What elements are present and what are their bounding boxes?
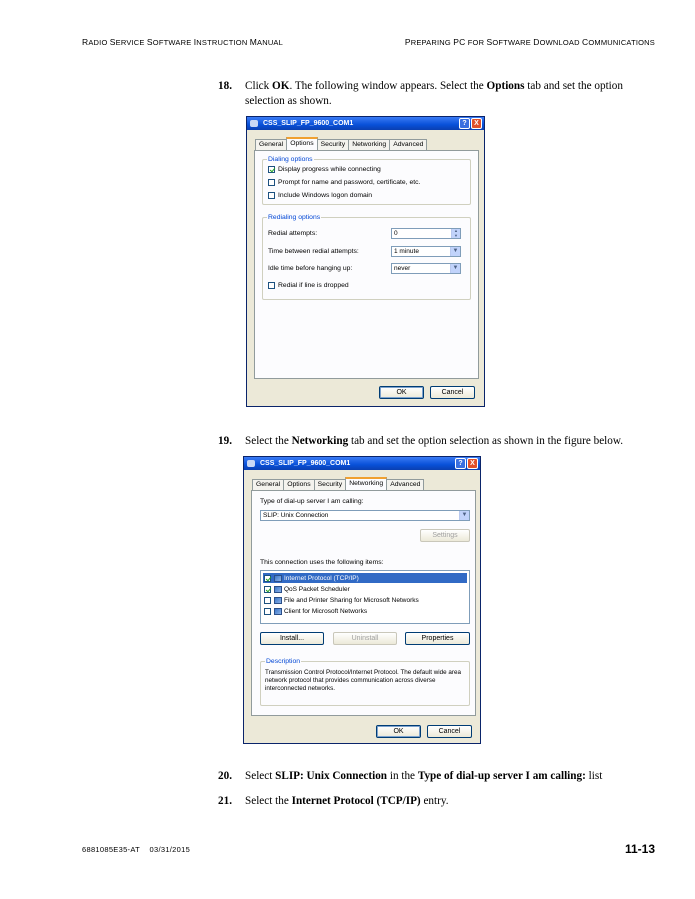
tab-security[interactable]: Security bbox=[314, 479, 347, 490]
page-number: 11-13 bbox=[624, 842, 655, 856]
redialing-options-group bbox=[262, 214, 471, 300]
close-button[interactable]: X bbox=[467, 458, 478, 469]
header-smallcaps: NSTRUCTION bbox=[196, 38, 250, 47]
settings-button[interactable]: Settings bbox=[420, 529, 470, 542]
checkbox-box[interactable] bbox=[264, 608, 271, 615]
chevron-down-icon[interactable]: ▼ bbox=[450, 264, 460, 273]
tab-security[interactable]: Security bbox=[317, 139, 350, 150]
document-number: 6881085E35-AT bbox=[82, 845, 140, 854]
display-progress-checkbox[interactable]: Display progress while connecting bbox=[268, 166, 381, 173]
document-date: 03/31/2015 bbox=[149, 845, 191, 854]
idle-time-label: Idle time before hanging up: bbox=[268, 265, 353, 272]
connection-icon bbox=[250, 120, 258, 127]
group-label: Dialing options bbox=[268, 156, 313, 163]
dialog-title: CSS_SLIP_FP_9600_COM1 bbox=[263, 120, 354, 127]
ok-button[interactable]: OK bbox=[376, 725, 421, 738]
running-header-right bbox=[405, 37, 655, 47]
step-text-run: Select the bbox=[245, 435, 292, 447]
header-smallcaps: REPARING bbox=[410, 38, 454, 47]
tab-advanced[interactable]: Advanced bbox=[389, 139, 427, 150]
step-text-run: . The following window appears. Select the bbox=[289, 80, 487, 92]
header-capital: S bbox=[146, 37, 153, 47]
step-text-bold: Type of dial-up server I am calling: bbox=[417, 770, 586, 782]
redial-attempts-spinner[interactable]: 0 ▲ ▼ bbox=[391, 228, 461, 239]
help-button[interactable]: ? bbox=[455, 458, 466, 469]
checkbox-box bbox=[268, 192, 275, 199]
list-item-client-ms-networks[interactable]: Client for Microsoft Networks bbox=[263, 606, 467, 616]
step-number: 21. bbox=[218, 795, 232, 807]
step-number: 18. bbox=[218, 80, 232, 92]
protocol-icon bbox=[274, 575, 282, 582]
networking-panel bbox=[251, 490, 476, 716]
list-item-file-printer-sharing[interactable]: File and Printer Sharing for Microsoft Networks bbox=[263, 595, 467, 605]
step-text-run: tab and set the option selection as shown in the figure below. bbox=[348, 435, 624, 447]
header-capital: S bbox=[109, 37, 116, 47]
cancel-button[interactable]: Cancel bbox=[430, 386, 475, 399]
time-between-label: Time between redial attempts: bbox=[268, 248, 359, 255]
networking-dialog bbox=[243, 456, 481, 744]
header-smallcaps: ANUAL bbox=[257, 38, 284, 47]
header-smallcaps: OFTWARE bbox=[152, 38, 194, 47]
checkbox-box bbox=[268, 166, 275, 173]
header-capital: P bbox=[404, 37, 411, 47]
running-header-left bbox=[82, 37, 283, 47]
tab-strip bbox=[252, 478, 423, 490]
header-smallcaps: OFTWARE bbox=[492, 38, 534, 47]
header-smallcaps: ADIO bbox=[88, 38, 110, 47]
description-group bbox=[260, 658, 470, 706]
uninstall-button[interactable]: Uninstall bbox=[333, 632, 397, 645]
step-21 bbox=[218, 794, 638, 809]
footer-left bbox=[82, 845, 190, 854]
tab-networking[interactable]: Networking bbox=[345, 477, 387, 490]
header-capital: S bbox=[486, 37, 493, 47]
server-type-label: Type of dial-up server I am calling: bbox=[260, 498, 364, 505]
step-number: 19. bbox=[218, 435, 232, 447]
header-capital: R bbox=[82, 37, 89, 47]
include-domain-checkbox[interactable]: Include Windows logon domain bbox=[268, 192, 372, 199]
install-button[interactable]: Install... bbox=[260, 632, 324, 645]
header-smallcaps: OWNLOAD bbox=[539, 38, 583, 47]
ok-button[interactable]: OK bbox=[379, 386, 424, 399]
redial-attempts-label: Redial attempts: bbox=[268, 230, 318, 237]
checkbox-box[interactable] bbox=[264, 586, 271, 593]
step-text-run: Select bbox=[245, 770, 276, 782]
group-label: Description bbox=[266, 658, 300, 665]
tab-advanced[interactable]: Advanced bbox=[386, 479, 424, 490]
tab-networking[interactable]: Networking bbox=[348, 139, 390, 150]
dialog-title: CSS_SLIP_FP_9600_COM1 bbox=[260, 460, 351, 467]
step-text-bold: Networking bbox=[291, 435, 349, 447]
checkbox-box bbox=[268, 282, 275, 289]
scheduler-icon bbox=[274, 586, 282, 593]
client-icon bbox=[274, 608, 282, 615]
step-text-run: Click bbox=[245, 80, 273, 92]
checkbox-box[interactable] bbox=[264, 575, 271, 582]
cancel-button[interactable]: Cancel bbox=[427, 725, 472, 738]
time-between-dropdown[interactable]: 1 minute ▼ bbox=[391, 246, 461, 257]
step-18 bbox=[218, 79, 638, 109]
server-type-dropdown[interactable]: SLIP: Unix Connection ▼ bbox=[260, 510, 470, 521]
step-text-bold: OK bbox=[272, 80, 290, 92]
header-capital: PC bbox=[453, 37, 466, 47]
options-dialog bbox=[246, 116, 485, 407]
step-text-run: list bbox=[585, 770, 603, 782]
header-smallcaps: OMMUNICATIONS bbox=[588, 38, 655, 47]
step-text bbox=[245, 769, 638, 784]
list-item-tcpip[interactable]: Internet Protocol (TCP/IP) bbox=[263, 573, 467, 583]
spinner-arrows-icon[interactable]: ▲ ▼ bbox=[451, 229, 460, 238]
step-text-bold: Options bbox=[486, 80, 525, 92]
step-text-run: Select the bbox=[245, 795, 292, 807]
chevron-down-icon[interactable]: ▼ bbox=[459, 511, 469, 520]
network-service-icon bbox=[274, 597, 282, 604]
step-text-bold: Internet Protocol (TCP/IP) bbox=[291, 795, 421, 807]
chevron-down-icon[interactable]: ▼ bbox=[450, 247, 460, 256]
step-text bbox=[245, 79, 638, 109]
header-capital: M bbox=[249, 37, 257, 47]
dialing-options-group bbox=[262, 156, 471, 205]
properties-button[interactable]: Properties bbox=[405, 632, 470, 645]
step-text bbox=[245, 434, 638, 449]
close-button[interactable]: X bbox=[471, 118, 482, 129]
description-text: Transmission Control Protocol/Internet Protocol. The default wide area network protocol that provides communication across diverse interconnected networks. bbox=[265, 669, 461, 692]
header-smallcaps: FOR bbox=[467, 38, 487, 47]
tab-strip bbox=[255, 138, 426, 150]
header-capital: D bbox=[533, 37, 540, 47]
prompt-credentials-checkbox[interactable]: Prompt for name and password, certificate, etc. bbox=[268, 179, 420, 186]
group-label: Redialing options bbox=[268, 214, 321, 221]
checkbox-box[interactable] bbox=[264, 597, 271, 604]
step-text-run: in the bbox=[387, 770, 418, 782]
header-capital: I bbox=[193, 37, 197, 47]
dialog-title-bar[interactable] bbox=[244, 457, 480, 470]
step-text-bold: SLIP: Unix Connection bbox=[275, 770, 388, 782]
header-smallcaps: ERVICE bbox=[115, 38, 147, 47]
items-label: This connection uses the following items: bbox=[260, 559, 384, 566]
idle-time-dropdown[interactable]: never ▼ bbox=[391, 263, 461, 274]
step-text bbox=[245, 794, 638, 809]
dialog-title-bar[interactable] bbox=[247, 117, 484, 130]
header-capital: C bbox=[582, 37, 589, 47]
step-text-run: entry. bbox=[420, 795, 449, 807]
checkbox-box bbox=[268, 179, 275, 186]
step-19 bbox=[218, 434, 638, 449]
options-panel bbox=[254, 150, 479, 379]
tab-general[interactable]: General bbox=[252, 479, 284, 490]
connection-items-list[interactable] bbox=[260, 570, 470, 624]
tab-options[interactable]: Options bbox=[286, 137, 317, 150]
list-item-qos[interactable]: QoS Packet Scheduler bbox=[263, 584, 467, 594]
step-20 bbox=[218, 769, 638, 784]
connection-icon bbox=[247, 460, 255, 467]
help-button[interactable]: ? bbox=[459, 118, 470, 129]
redial-if-dropped-checkbox[interactable]: Redial if line is dropped bbox=[268, 282, 349, 289]
tab-options[interactable]: Options bbox=[283, 479, 314, 490]
step-number: 20. bbox=[218, 770, 232, 782]
tab-general[interactable]: General bbox=[255, 139, 287, 150]
step-text-run: tab and set the option selection as shown. bbox=[245, 80, 623, 107]
